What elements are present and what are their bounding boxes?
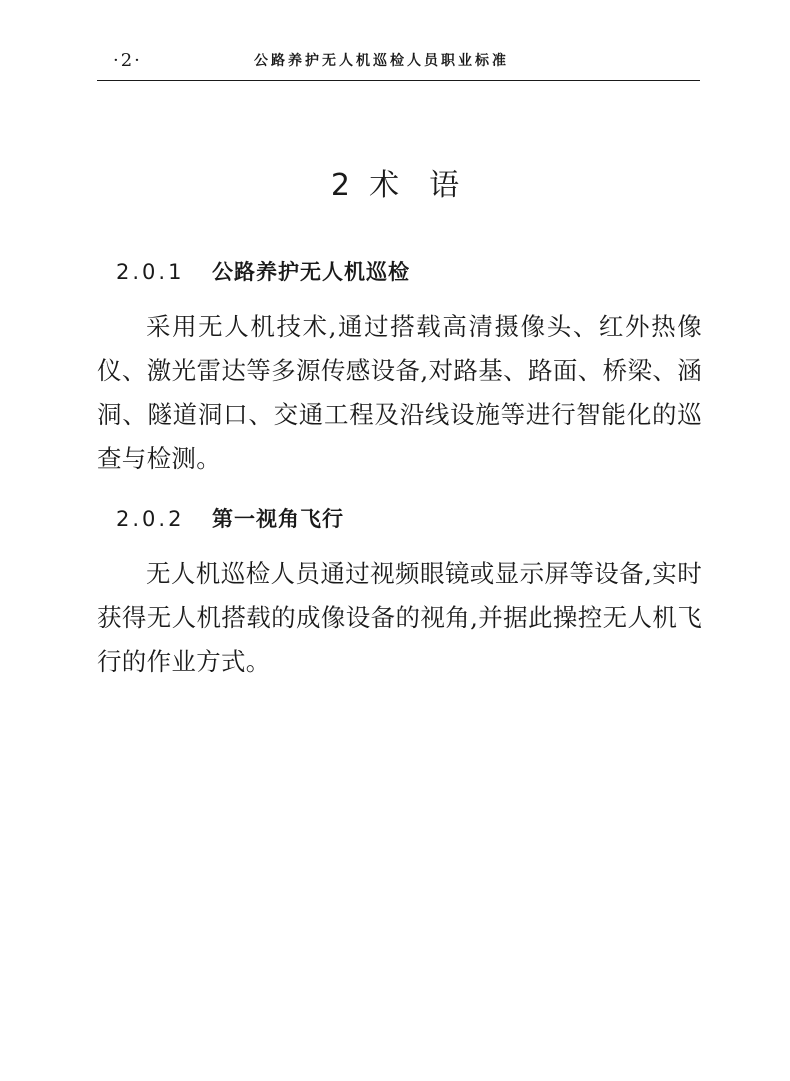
running-header <box>97 48 700 81</box>
term-definition-2-0-2: 无人机巡检人员通过视频眼镜或显示屏等设备,实时获得无人机搭载的成像设备的视角,并据此操控无人机飞行的作业方式。 <box>97 559 702 676</box>
chapter-title <box>0 166 790 206</box>
term-name: 第一视角飞行 <box>212 507 344 531</box>
page-number: ·2· <box>113 50 142 71</box>
running-header-title: 公路养护无人机巡检人员职业标准 <box>254 53 509 69</box>
term-name: 公路养护无人机巡检 <box>212 260 410 284</box>
term-heading-2-0-2 <box>116 505 344 533</box>
term-number: 2.0.2 <box>116 507 185 531</box>
chapter-number: 2 <box>330 168 350 203</box>
term-number: 2.0.1 <box>116 260 185 284</box>
term-heading-2-0-1 <box>116 258 410 286</box>
term-definition-2-0-1: 采用无人机技术,通过搭载高清摄像头、红外热像仪、激光雷达等多源传感设备,对路基、路面、桥梁、涵洞、隧道洞口、交通工程及沿线设施等进行智能化的巡查与检测。 <box>97 312 702 473</box>
chapter-heading: 术 语 <box>369 168 460 203</box>
